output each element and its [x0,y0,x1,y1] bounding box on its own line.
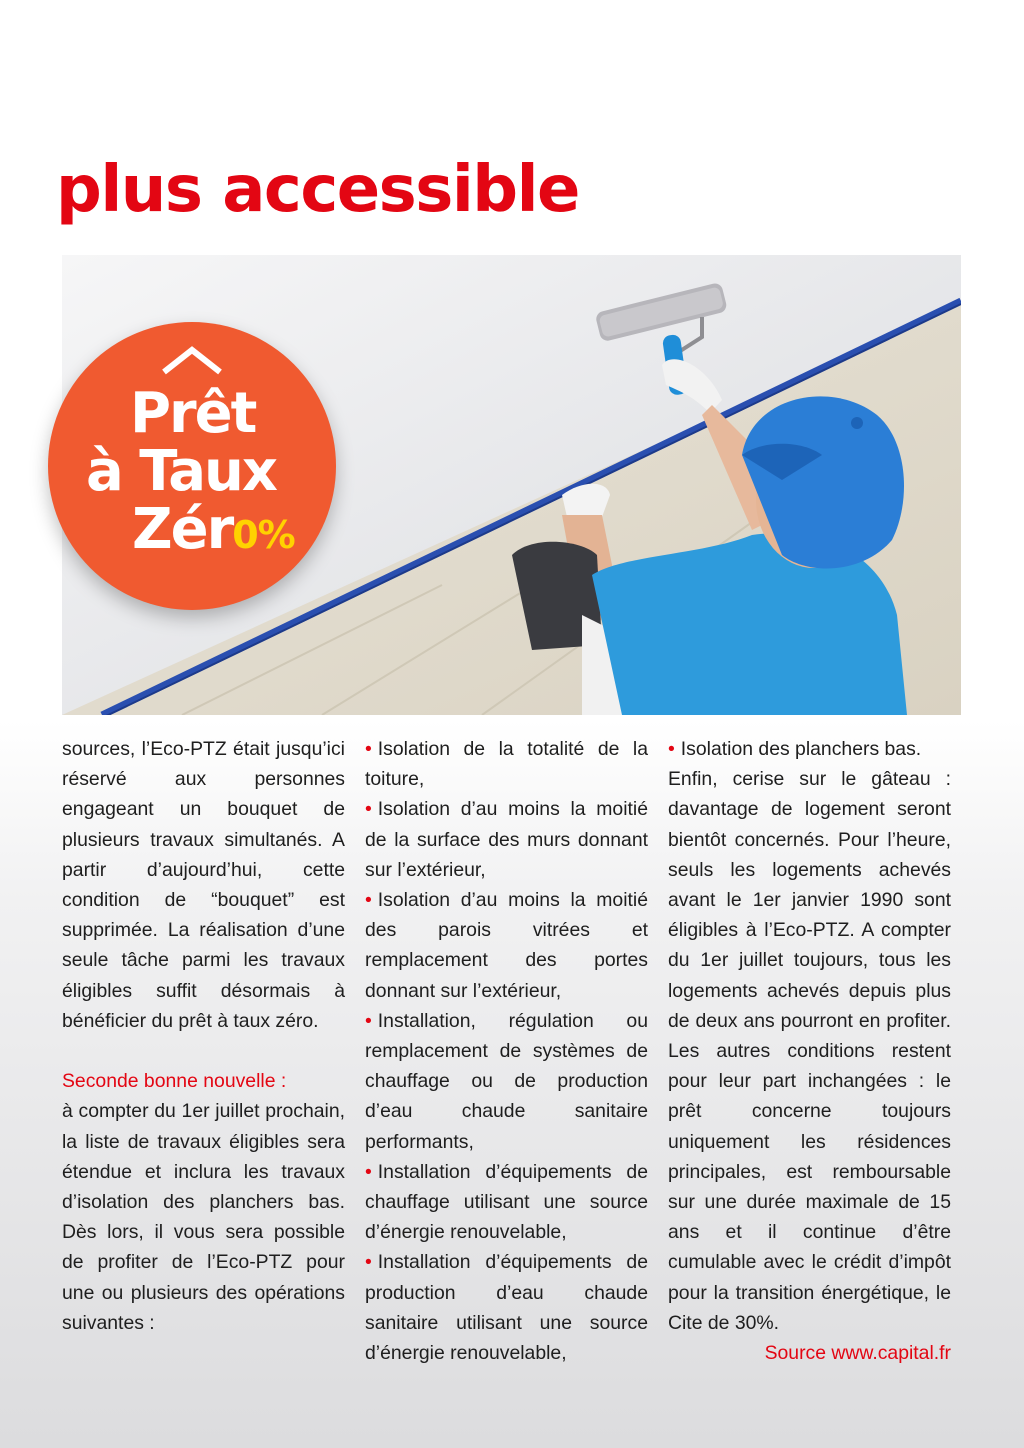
bullet-icon: • [668,738,675,760]
subheading: Seconde bonne nouvelle : [62,1070,287,1093]
house-roof-icon [160,346,224,376]
bullet-icon: • [365,1160,372,1183]
badge-zero-text: Zér [132,497,233,562]
source-credit: Source www.capital.fr [764,1342,951,1365]
bullet-icon: • [365,1009,372,1032]
headline: plus accessible [56,153,579,227]
bullet-icon: • [365,798,372,821]
badge-line-pret: Prêt [130,381,256,446]
bullet-icon: • [365,889,372,912]
article-column-1 [62,734,345,1338]
paragraph: à compter du 1er juillet prochain, la liste de travaux éligibles sera étendue et inclura les travaux d’isolation des planchers bas. Dès lors, il vous sera possible de profiter de l’Eco-PTZ pour une ou plusieurs des opérations suivantes : [62,1100,345,1334]
article-column-2 [365,734,648,1368]
bullet-icon: • [365,1251,372,1274]
list-item: • Isolation des planchers bas. [668,738,922,760]
badge-percent: 0% [232,513,295,557]
badge-line-a-taux: à Taux [86,439,277,504]
paragraph: sources, l’Eco-PTZ était jusqu’ici réservé aux personnes engageant un bouquet de plusieurs travaux simultanés. A partir d’aujourd’hui, cette condition de “bouquet” est supprimée. La réalisation d’une seule tâche parmi les travaux éligibles suffit désormais à bénéficier du prêt à taux zéro. [62,738,345,1032]
pret-taux-zero-badge [48,322,336,610]
list-item: • Installation d’équipements de chauffage utilisant une source d’énergie renouvelable, [365,1160,648,1244]
list-item: • Isolation d’au moins la moitié des parois vitrées et remplacement des portes donnant sur l’extérieur, [365,889,648,1002]
badge-line-zero [132,497,295,562]
bullet-icon: • [365,738,372,760]
article-column-3 [668,734,951,1368]
list-item: • Isolation de la totalité de la toiture, [365,738,648,791]
list-item: • Installation, régulation ou remplacement de systèmes de chauffage ou de production d’eau chaude sanitaire performants, [365,1009,648,1153]
list-item: • Isolation d’au moins la moitié de la surface des murs donnant sur l’extérieur, [365,798,648,881]
paragraph: Enfin, cerise sur le gâteau : davantage de logement seront bientôt concernés. Pour l’heure, seuls les logements achevés avant le 1er janvier 1990 sont éligibles à l’Eco-PTZ. A compter du 1er juillet toujours, tous les logements achevés depuis plus de deux ans pourront en profiter. Les autres conditions restent pour leur part inchangées : le prêt concerne toujours uniquement les résidences principales, est remboursable sur une durée maximale de 15 ans et il continue d’être cumulable avec le crédit d’impôt pour la transition énergétique, le Cite de 30%. [668,768,951,1334]
list-item: • Installation d’équipements de production d’eau chaude sanitaire utilisant une source d’énergie renouvelable, [365,1251,648,1365]
